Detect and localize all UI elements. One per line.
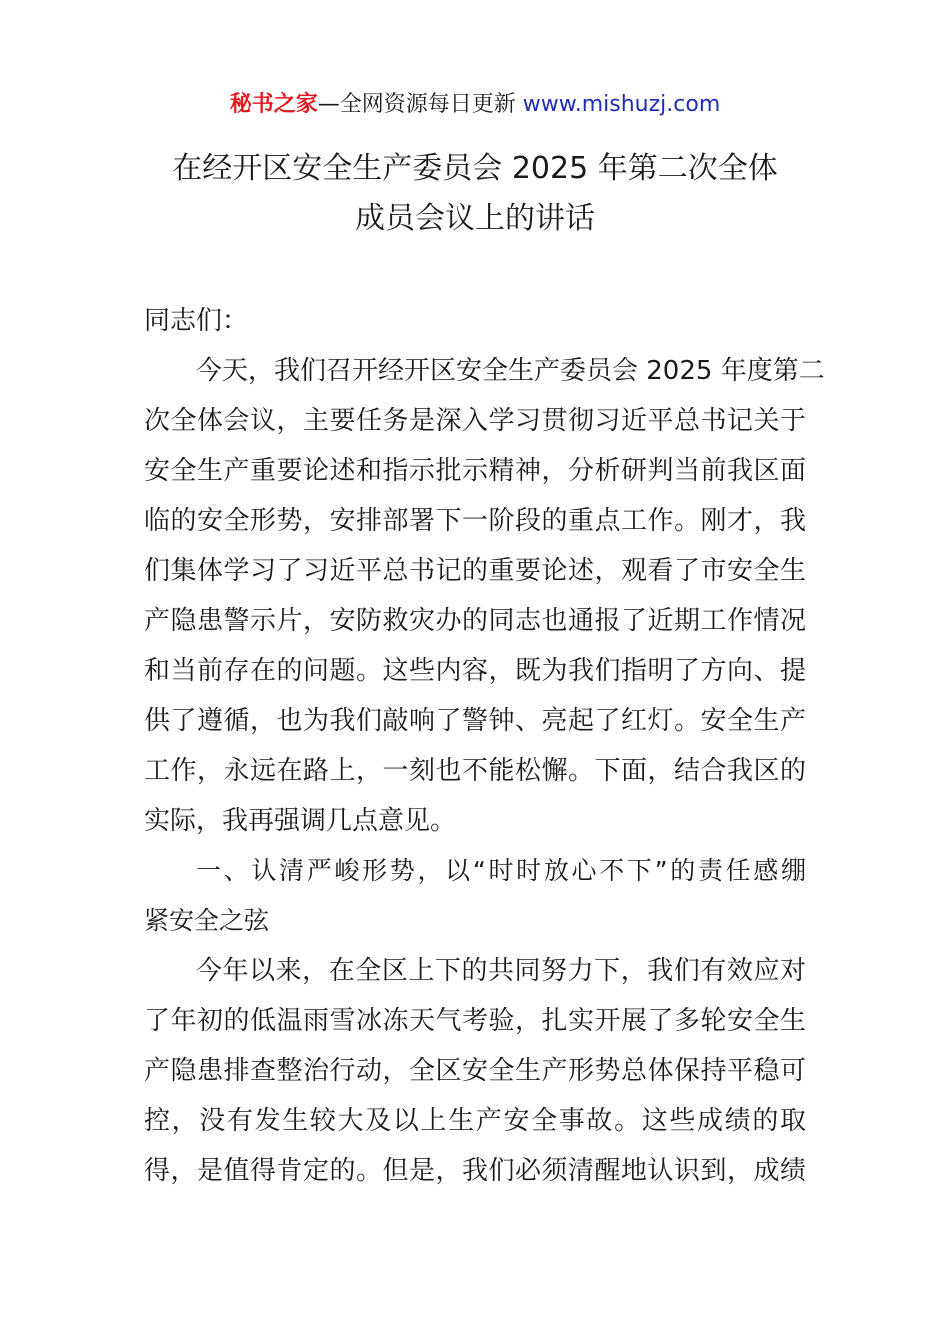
paragraph-line: 得，是值得肯定的。但是，我们必须清醒地认识到，成绩 [144, 1156, 806, 1186]
paragraph-line: 工作，永远在路上，一刻也不能松懈。下面，结合我区的 [144, 756, 806, 786]
paragraph-line: 安全生产重要论述和指示批示精神，分析研判当前我区面 [144, 456, 806, 486]
paragraph-line: 今年以来，在全区上下的共同努力下，我们有效应对 [196, 956, 806, 986]
paragraph-line: 产隐患排查整治行动，全区安全生产形势总体保持平稳可 [144, 1056, 806, 1086]
paragraph-line: 实际，我再强调几点意见。 [144, 806, 457, 836]
paragraph-line: 今天，我们召开经开区安全生产委员会 2025 年度第二 [196, 356, 825, 386]
salutation: 同志们： [144, 306, 249, 336]
header-tagline: —全网资源每日更新 [317, 92, 523, 117]
paragraph-line: 了年初的低温雨雪冰冻天气考验，扎实开展了多轮安全生 [144, 1006, 806, 1036]
site-header [0, 88, 950, 122]
paragraph-line: 产隐患警示片，安防救灾办的同志也通报了近期工作情况 [144, 606, 806, 636]
section-heading-line: 一、认清严峻形势，以“时时放心不下”的责任感绷 [196, 856, 806, 885]
paragraph-line: 供了遵循，也为我们敲响了警钟、亮起了红灯。安全生产 [144, 706, 806, 736]
paragraph-line: 和当前存在的问题。这些内容，既为我们指明了方向、提 [144, 656, 806, 686]
paragraph-line: 临的安全形势，安排部署下一阶段的重点工作。刚才，我 [144, 506, 806, 536]
section-heading-line: 紧安全之弦 [144, 906, 270, 935]
paragraph-line: 次全体会议，主要任务是深入学习贯彻习近平总书记关于 [144, 406, 806, 436]
title-line-1: 在经开区安全生产委员会 2025 年第二次全体 [172, 151, 778, 186]
title-line-2: 成员会议上的讲话 [355, 201, 595, 236]
site-url-link[interactable]: www.mishuzj.com [522, 92, 721, 117]
paragraph-line: 们集体学习了习近平总书记的重要论述，观看了市安全生 [144, 556, 806, 586]
paragraph-line: 控，没有发生较大及以上生产安全事故。这些成绩的取 [144, 1106, 806, 1136]
document-body [144, 296, 825, 1196]
brand-name: 秘书之家 [229, 92, 318, 117]
document-title [130, 144, 820, 244]
